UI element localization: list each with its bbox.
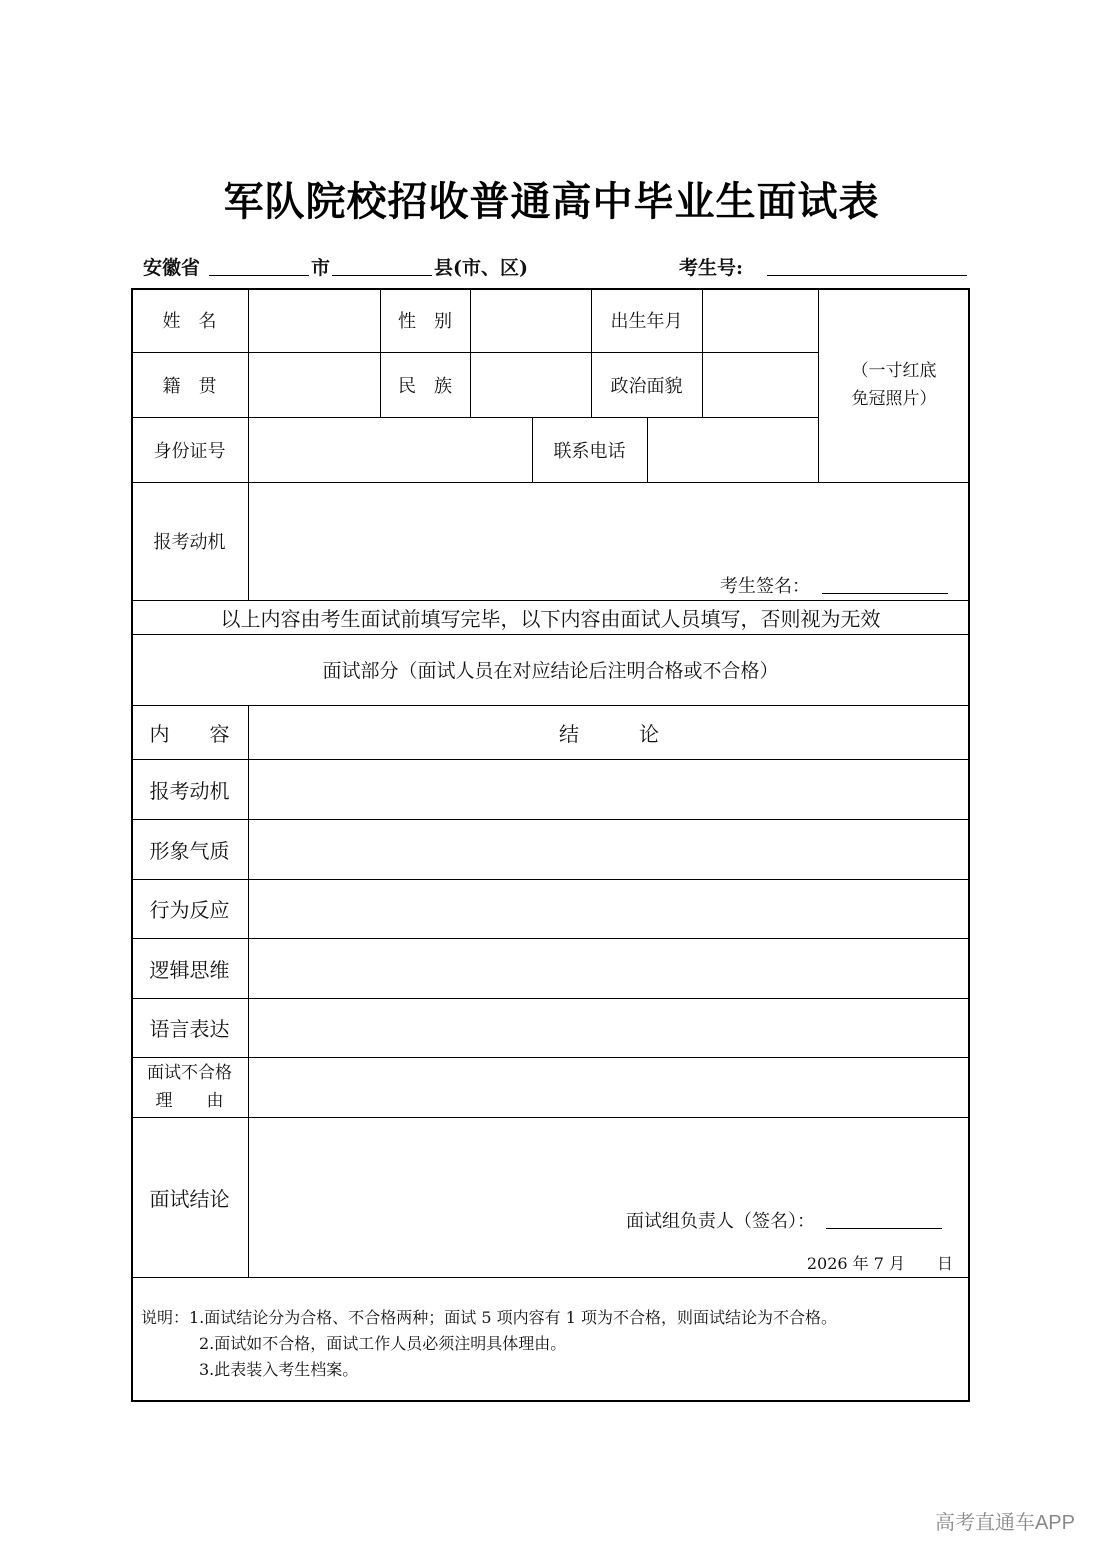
motive-input[interactable] bbox=[249, 483, 968, 599]
watermark: 高考直通车APP bbox=[934, 1512, 1075, 1534]
photo-hint-line2: 免冠照片） bbox=[851, 389, 937, 409]
phone-label: 联系电话 bbox=[553, 440, 626, 462]
note-2: 2.面试如不合格，面试工作人员必须注明具体理由。 bbox=[199, 1334, 567, 1353]
item-conclusion-input[interactable] bbox=[249, 939, 968, 997]
item-label: 逻辑思维 bbox=[149, 957, 230, 982]
phone-input[interactable] bbox=[648, 418, 817, 481]
fail-reason-line1: 面试不合格 bbox=[147, 1063, 232, 1083]
photo-box[interactable] bbox=[818, 288, 970, 482]
fail-reason-input[interactable] bbox=[249, 1058, 968, 1116]
section-title: 面试部分（面试人员在对应结论后注明合格或不合格） bbox=[322, 660, 779, 682]
candidate-sign-label: 考生签名： bbox=[720, 576, 810, 597]
native-input[interactable] bbox=[249, 353, 379, 416]
native-label: 籍 贯 bbox=[162, 375, 217, 397]
item-conclusion-input[interactable] bbox=[249, 880, 968, 937]
result-label: 面试结论 bbox=[149, 1186, 230, 1211]
notice-text: 以上内容由考生面试前填写完毕，以下内容由面试人员填写，否则视为无效 bbox=[220, 606, 881, 631]
content-header: 内 容 bbox=[149, 721, 230, 746]
leader-sign-label: 面试组负责人（签名）： bbox=[626, 1211, 815, 1232]
leader-sign-line[interactable] bbox=[826, 1228, 942, 1229]
gender-input[interactable] bbox=[471, 289, 590, 351]
fail-reason-label bbox=[131, 1057, 248, 1117]
political-input[interactable] bbox=[703, 353, 817, 416]
city-label: 市 bbox=[311, 257, 331, 279]
item-label: 行为反应 bbox=[149, 898, 230, 922]
birth-label: 出生年月 bbox=[610, 311, 683, 332]
candidate-sign-line[interactable] bbox=[822, 593, 948, 594]
result-date: 2026 年 7 月 日 bbox=[806, 1253, 953, 1273]
item-conclusion-input[interactable] bbox=[249, 760, 968, 818]
header-line bbox=[143, 253, 973, 283]
county-blank[interactable] bbox=[332, 275, 432, 276]
id-input[interactable] bbox=[249, 418, 531, 481]
note-3: 3.此表装入考生档案。 bbox=[199, 1360, 359, 1379]
form-title: 军队院校招收普通高中毕业生面试表 bbox=[223, 178, 880, 225]
exam-no-label: 考生号: bbox=[679, 257, 744, 279]
fail-reason-line2: 理 由 bbox=[155, 1091, 224, 1111]
name-label: 姓 名 bbox=[162, 311, 217, 332]
item-conclusion-input[interactable] bbox=[249, 999, 968, 1056]
photo-hint-line1: （一寸红底 bbox=[851, 361, 937, 381]
name-input[interactable] bbox=[249, 289, 379, 351]
political-label: 政治面貌 bbox=[610, 375, 683, 397]
item-label: 语言表达 bbox=[149, 1017, 230, 1041]
item-label: 报考动机 bbox=[149, 778, 230, 803]
province-label: 安徽省 bbox=[143, 257, 201, 279]
ethnicity-input[interactable] bbox=[471, 353, 590, 416]
birth-input[interactable] bbox=[703, 289, 817, 351]
gender-label: 性 别 bbox=[398, 311, 452, 332]
county-label: 县(市、区) bbox=[434, 257, 528, 279]
notes bbox=[141, 1305, 837, 1383]
ethnicity-label: 民 族 bbox=[398, 375, 452, 397]
item-label: 形象气质 bbox=[149, 838, 230, 863]
motive-label: 报考动机 bbox=[153, 532, 226, 553]
conclusion-header: 结 论 bbox=[559, 721, 659, 746]
id-label: 身份证号 bbox=[153, 440, 226, 462]
city-blank[interactable] bbox=[209, 275, 309, 276]
exam-no-blank[interactable] bbox=[767, 275, 967, 276]
item-conclusion-input[interactable] bbox=[249, 820, 968, 878]
note-1: 说明：1.面试结论分为合格、不合格两种；面试 5 项内容有 1 项为不合格，则面试结论为不合格。 bbox=[141, 1308, 837, 1327]
